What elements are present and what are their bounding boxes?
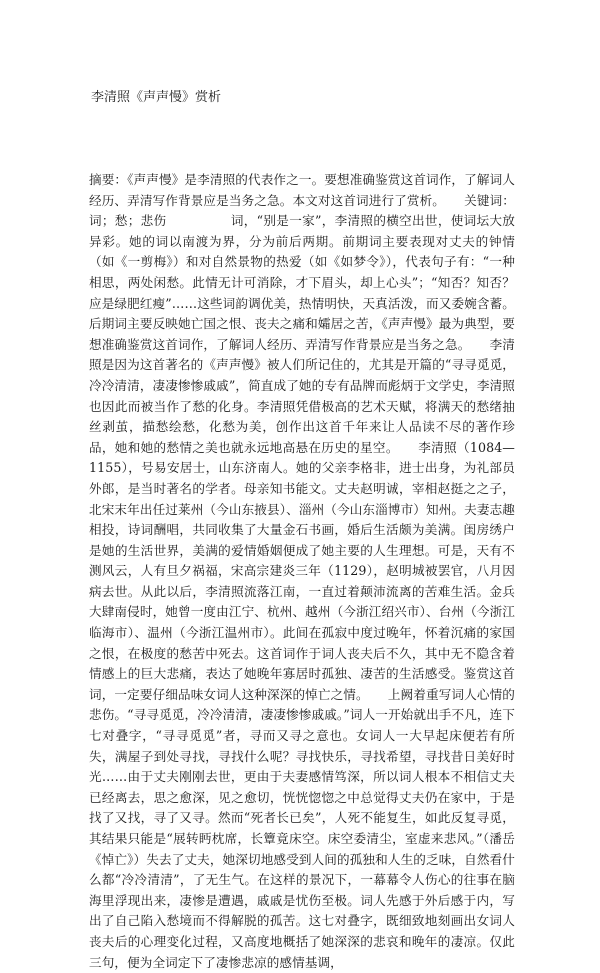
document-body bbox=[89, 170, 515, 973]
body-paragraph: 摘要：《声声慢》是李清照的代表作之一。要想准确鉴赏这首词作，了解词人经历、弄清写作背景应是当务之急。本文对这首词进行了赏析。 关键词：词；愁；悲伤 词，“别是一家”，李清照的横空出世，使词坛大放异彩。她的词以南渡为界，分为前后两期。前期词主要表现对丈夫的钟情（如《一剪梅》）和对自然景物的热爱（如《如梦令》），代表句子有：“一种相思，两处闲愁。此情无计可消除，才下眉头，却上心头”；“知否？知否？应是绿肥红瘦”……这些词韵调优美，热情明快，天真活泼，而又委婉含蓄。后期词主要反映她亡国之恨、丧夫之痛和孀居之苦，《声声慢》最为典型，要想准确鉴赏这首词作，了解词人经历、弄清写作背景应是当务之急。 李清照是因为这首著名的《声声慢》被人们所记住的，尤其是开篇的“寻寻觅觅，冷冷清清，凄凄惨惨戚戚”，简直成了她的专有品牌而彪炳于文学史，李清照也因此而被当作了愁的化身。李清照凭借极高的艺术天赋，将满天的愁绪抽丝剥茧，描愁绘愁，化愁为美，创作出这首千年来让人品读不尽的著作珍品，她和她的愁情之美也就永远地高悬在历史的星空。 李清照（1084—1155），号易安居士，山东济南人。她的父亲李格非，进士出身，为礼部员外郎，是当时著名的学者。母亲知书能文。丈夫赵明诚，宰相赵挺之之子，北宋末年出任过莱州（今山东掖县）、淄州（今山东淄博市）知州。夫妻志趣相投，诗词酬唱，共同收集了大量金石书画，婚后生活颇为美满。闺房绣户是她的生活世界，美满的爱情婚姻便成了她主要的人生理想。可是，天有不测风云，人有旦夕祸福，宋高宗建炎三年（1129），赵明城被罢官，八月因病去世。从此以后，李清照流落江南，一直过着颠沛流离的苦难生活。金兵大肆南侵时，她曾一度由江宁、杭州、越州（今浙江绍兴市）、台州（今浙江临海市）、温州（今浙江温州市）。此间在孤寂中度过晚年，怀着沉痛的家国之恨，在极度的愁苦中死去。这首词作于词人丧夫后不久，其中无不隐含着情感上的巨大悲痛，表达了她晚年寡居时孤独、凄苦的生活感受。鉴赏这首词，一定要仔细品味女词人这种深深的悼亡之情。 上阙着重写词人心情的悲伤。“寻寻觅觅，冷冷清清，凄凄惨惨戚戚。”词人一开始就出手不凡，连下七对叠字，“寻寻觅觅”者，寻而又寻之意也。女词人一大早起床便若有所失，满屋子到处寻找，寻找什么呢？寻找快乐，寻找希望，寻找昔日美好时光……由于丈夫刚刚去世，更由于夫妻感情笃深，所以词人根本不相信丈夫已经离去，思之愈深，见之愈切，恍恍惚惚之中总觉得丈夫仍在家中，于是找了又找，寻了又寻。然而“死者长已矣”，人死不能复生，如此反复寻觅，其结果只能是“展转眄枕席，长簟竟床空。床空委清尘，室虚来悲风。”（潘岳《悼亡》）失去了丈夫，她深切地感受到人间的孤独和人生的乏味，自然看什么都“冷冷清清”，了无生气。在这样的景况下，一幕幕令人伤心的往事在脑海里浮现出来，凄惨是遭遇，戚戚是忧伤至极。词人先感于外后感于内，写出了自己陷入愁境而不得解脱的孤苦。这七对叠字，既细致地刻画出女词人丧夫后的心理变化过程，又高度地概括了她深深的悲哀和晚年的凄凉。仅此三句，便为全词定下了凄惨悲凉的感情基调， bbox=[89, 172, 515, 970]
document-title: 李清照《声声慢》赏析 bbox=[91, 90, 222, 105]
